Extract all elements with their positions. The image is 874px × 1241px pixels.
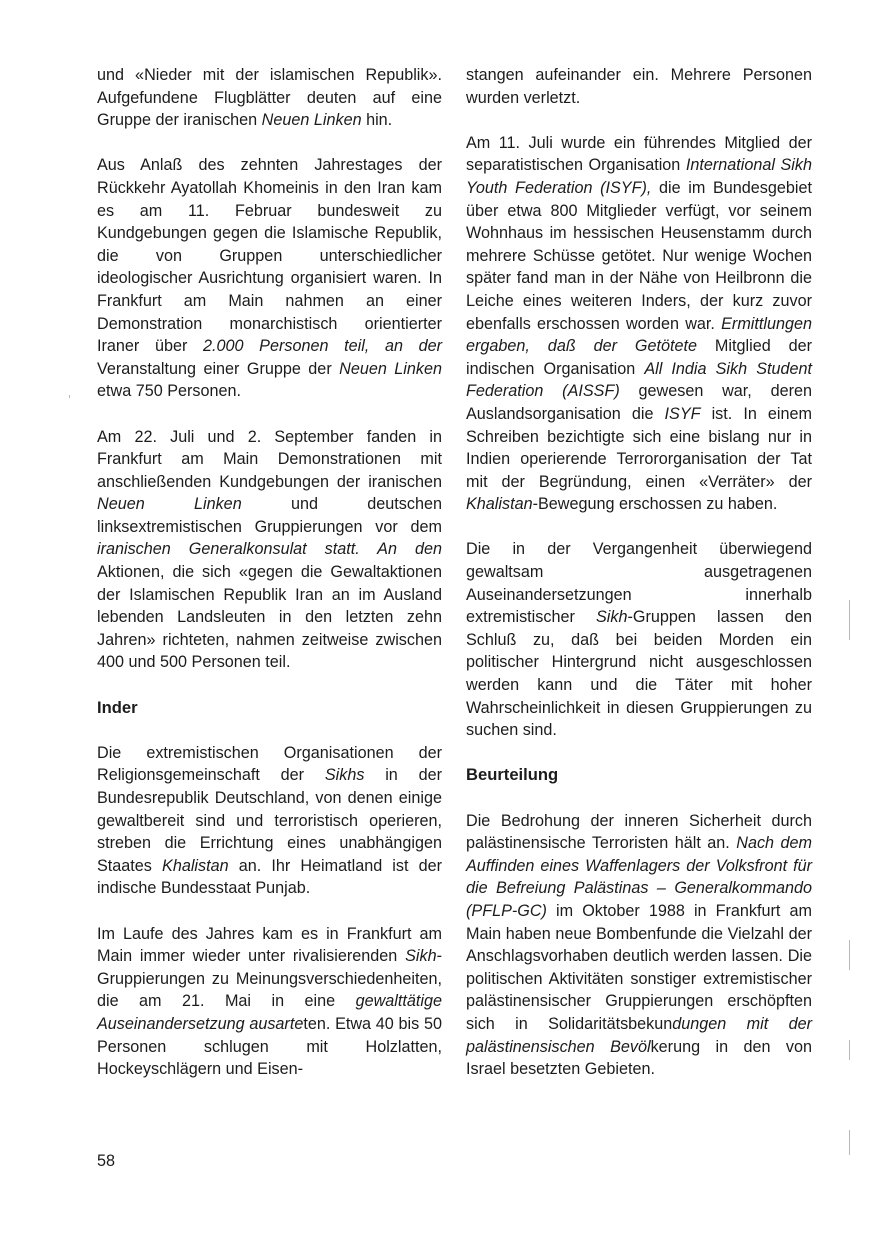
scan-speck xyxy=(849,1130,850,1155)
paragraph-anniversary-demonstrations: Aus Anlaß des zehnten Jahrestages der Rückkehr Ayatollah Khomeinis in den Iran kam es am 11. Februar bundesweit zu Kundgebungen gegen die Islamische Republik, die von Gruppen unterschiedlicher ideologischer Ausrichtung organisiert waren. In Frankfurt am Main nahmen an einer Demonstration monarchistisch orientierter Iraner über 2.000 Personen teil, an der Veranstaltung einer Gruppe der Neuen Linken etwa 750 Personen. xyxy=(97,156,442,401)
section-heading-inder: Inder xyxy=(97,697,138,717)
paragraph-isyf-murders: Am 11. Juli wurde ein führendes Mitglied der separatistischen Organisation International Sikh Youth Federation (ISYF), die im Bundesgebiet über etwa 800 Mitglieder verfügt, vor seinem Wohnhaus im hessischen Heusenstamm durch mehrere Schüsse getötet. Nur wenige Wochen später fand man in der Nähe von Heilbronn die Leiche eines weiteren Inders, der kurz zuvor ebenfalls erschossen worden war. Ermittlungen ergaben, daß der Getötete Mitglied der indischen Organisation All India Sikh Student Federation (AISSF) gewesen war, deren Auslandsorganisation die ISYF ist. In einem Schreiben bezichtigte sich eine bislang nur in Indien operierende Terrororganisation der Tat mit der Begründung, einen «Verräter» der Khalistan-Bewegung erschossen zu haben. xyxy=(466,133,813,514)
page-number: 58 xyxy=(97,1152,116,1170)
paragraph-injuries: stangen aufeinander ein. Mehrere Personen wurden verletzt. xyxy=(466,66,812,107)
paragraph-sikh-clashes: Im Laufe des Jahres kam es in Frankfurt am Main immer wieder unter rivalisierenden Sikh-Gruppierungen zu Meinungsverschiedenheiten, die am 21. Mai in eine gewalttätige Auseinandersetzung ausarteten. Etwa 40 bis 50 Personen schlugen mit Holzlatten, Hockeyschlägern und Eisen- xyxy=(97,924,442,1079)
paragraph-khomeini-slogan: und «Nieder mit der islamischen Republik». Aufgefundene Flugblätter deuten auf eine Gruppe der iranischen Neuen Linken hin. xyxy=(97,66,442,130)
paragraph-july-september-demonstrations: Am 22. Juli und 2. September fanden in Frankfurt am Main Demonstrationen mit anschließenden Kundgebungen der iranischen Neuen Linken und deutschen linksextremistischen Gruppierungen vor dem iranischen Generalkonsulat statt. An den Aktionen, die sich «gegen die Gewaltaktionen der Islamischen Republik Iran an im Ausland lebenden Landsleuten in den letzten zehn Jahren» richteten, nahmen zeitweise zwischen 400 und 500 Personen teil. xyxy=(97,427,442,672)
left-column xyxy=(97,64,442,1103)
paragraph-sikh-conflicts: Die in der Vergangenheit überwiegend gewaltsam ausgetragenen Auseinandersetzungen innerhalb extremistischer Sikh-Gruppen lassen den Schluß zu, daß bei beiden Morden ein politischer Hintergrund nicht ausgeschlossen werden kann und die Täter mit hoher Wahrscheinlichkeit in diesen Gruppierungen zu suchen sind. xyxy=(466,540,812,740)
scan-speck xyxy=(849,1040,850,1060)
scan-speck xyxy=(849,600,850,640)
paragraph-sikh-organisations: Die extremistischen Organisationen der Religionsgemeinschaft der Sikhs in der Bundesrepublik Deutschland, von denen einige gewaltbereit sind und terroristisch operieren, streben die Errichtung eines unabhängigen Staates Khalistan an. Ihr Heimatland ist der indische Bundesstaat Punjab. xyxy=(97,743,442,898)
scan-speck xyxy=(849,940,850,970)
right-column xyxy=(466,64,812,1103)
section-heading-beurteilung: Beurteilung xyxy=(466,765,559,785)
paragraph-palestinian-threat: Die Bedrohung der inneren Sicherheit durch palästinensische Terroristen hält an. Nach dem Auffinden eines Waffenlagers der Volksfront für die Befreiung Palästinas – Generalkommando (PFLP-GC) im Oktober 1988 in Frankfurt am Main haben neue Bombenfunde die Vielzahl der Anschlagsvorhaben deutlich werden lassen. Die politischen Aktivitäten sonstiger extremistischer palästinensischer Gruppierungen erschöpften sich in Solidaritätsbekundungen mit der palästinensischen Bevölkerung in den von Israel besetzten Gebieten. xyxy=(466,811,812,1079)
scan-speck xyxy=(69,395,70,398)
